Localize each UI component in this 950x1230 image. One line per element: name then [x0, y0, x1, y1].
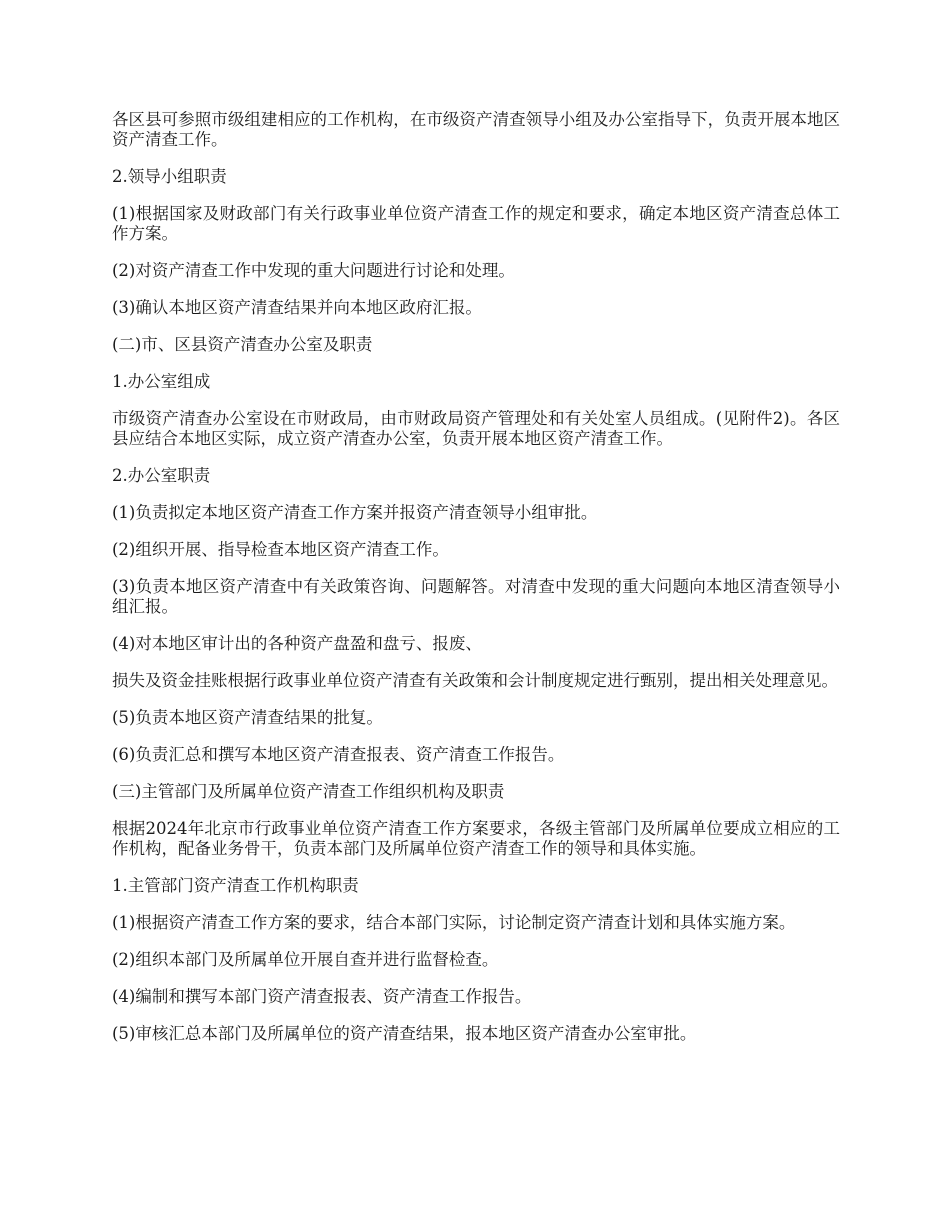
heading-office-composition: 1.办公室组成: [112, 372, 211, 391]
paragraph: (5)负责本地区资产清查结果的批复。: [112, 708, 383, 727]
paragraph: (4)对本地区审计出的各种资产盘盈和盘亏、报废、: [112, 634, 482, 653]
heading-section-three: (三)主管部门及所属单位资产清查工作组织机构及职责: [112, 782, 505, 801]
paragraph: (2)组织本部门及所属单位开展自查并进行监督检查。: [112, 950, 499, 969]
paragraph: (5)审核汇总本部门及所属单位的资产清查结果，报本地区资产清查办公室审批。: [112, 1024, 697, 1043]
paragraph: (2)对资产清查工作中发现的重大问题进行讨论和处理。: [112, 261, 515, 280]
paragraph: (1)根据资产清查工作方案的要求，结合本部门实际，讨论制定资产清查计划和具体实施方案。: [112, 913, 796, 932]
paragraph: (6)负责汇总和撰写本地区资产清查报表、资产清查工作报告。: [112, 745, 565, 764]
paragraph: 损失及资金挂账根据行政事业单位资产清查有关政策和会计制度规定进行甄别，提出相关处理意见。: [112, 671, 838, 690]
heading-office-duties: 2.办公室职责: [112, 466, 211, 485]
paragraph: (3)确认本地区资产清查结果并向本地区政府汇报。: [112, 298, 482, 317]
paragraph: 市级资产清查办公室设在市财政局，由市财政局资产管理处和有关处室人员组成。(见附件2)。各区县应结合本地区实际，成立资产清查办公室，负责开展本地区资产清查工作。: [112, 409, 840, 448]
heading-leading-group-duties: 2.领导小组职责: [112, 167, 227, 186]
paragraph: (1)负责拟定本地区资产清查工作方案并报资产清查领导小组审批。: [112, 503, 598, 522]
heading-department-duties: 1.主管部门资产清查工作机构职责: [112, 876, 359, 895]
document-body: [112, 110, 840, 1061]
heading-section-two: (二)市、区县资产清查办公室及职责: [112, 335, 373, 354]
paragraph: (1)根据国家及财政部门有关行政事业单位资产清查工作的规定和要求，确定本地区资产清查总体工作方案。: [112, 204, 840, 243]
paragraph: 根据2024年北京市行政事业单位资产清查工作方案要求，各级主管部门及所属单位要成立相应的工作机构，配备业务骨干，负责本部门及所属单位资产清查工作的领导和具体实施。: [112, 819, 840, 858]
paragraph-intro: 各区县可参照市级组建相应的工作机构，在市级资产清查领导小组及办公室指导下，负责开展本地区资产清查工作。: [112, 110, 840, 149]
paragraph: (3)负责本地区资产清查中有关政策咨询、问题解答。对清查中发现的重大问题向本地区清查领导小组汇报。: [112, 577, 840, 616]
paragraph: (4)编制和撰写本部门资产清查报表、资产清查工作报告。: [112, 987, 532, 1006]
paragraph: (2)组织开展、指导检查本地区资产清查工作。: [112, 540, 449, 559]
